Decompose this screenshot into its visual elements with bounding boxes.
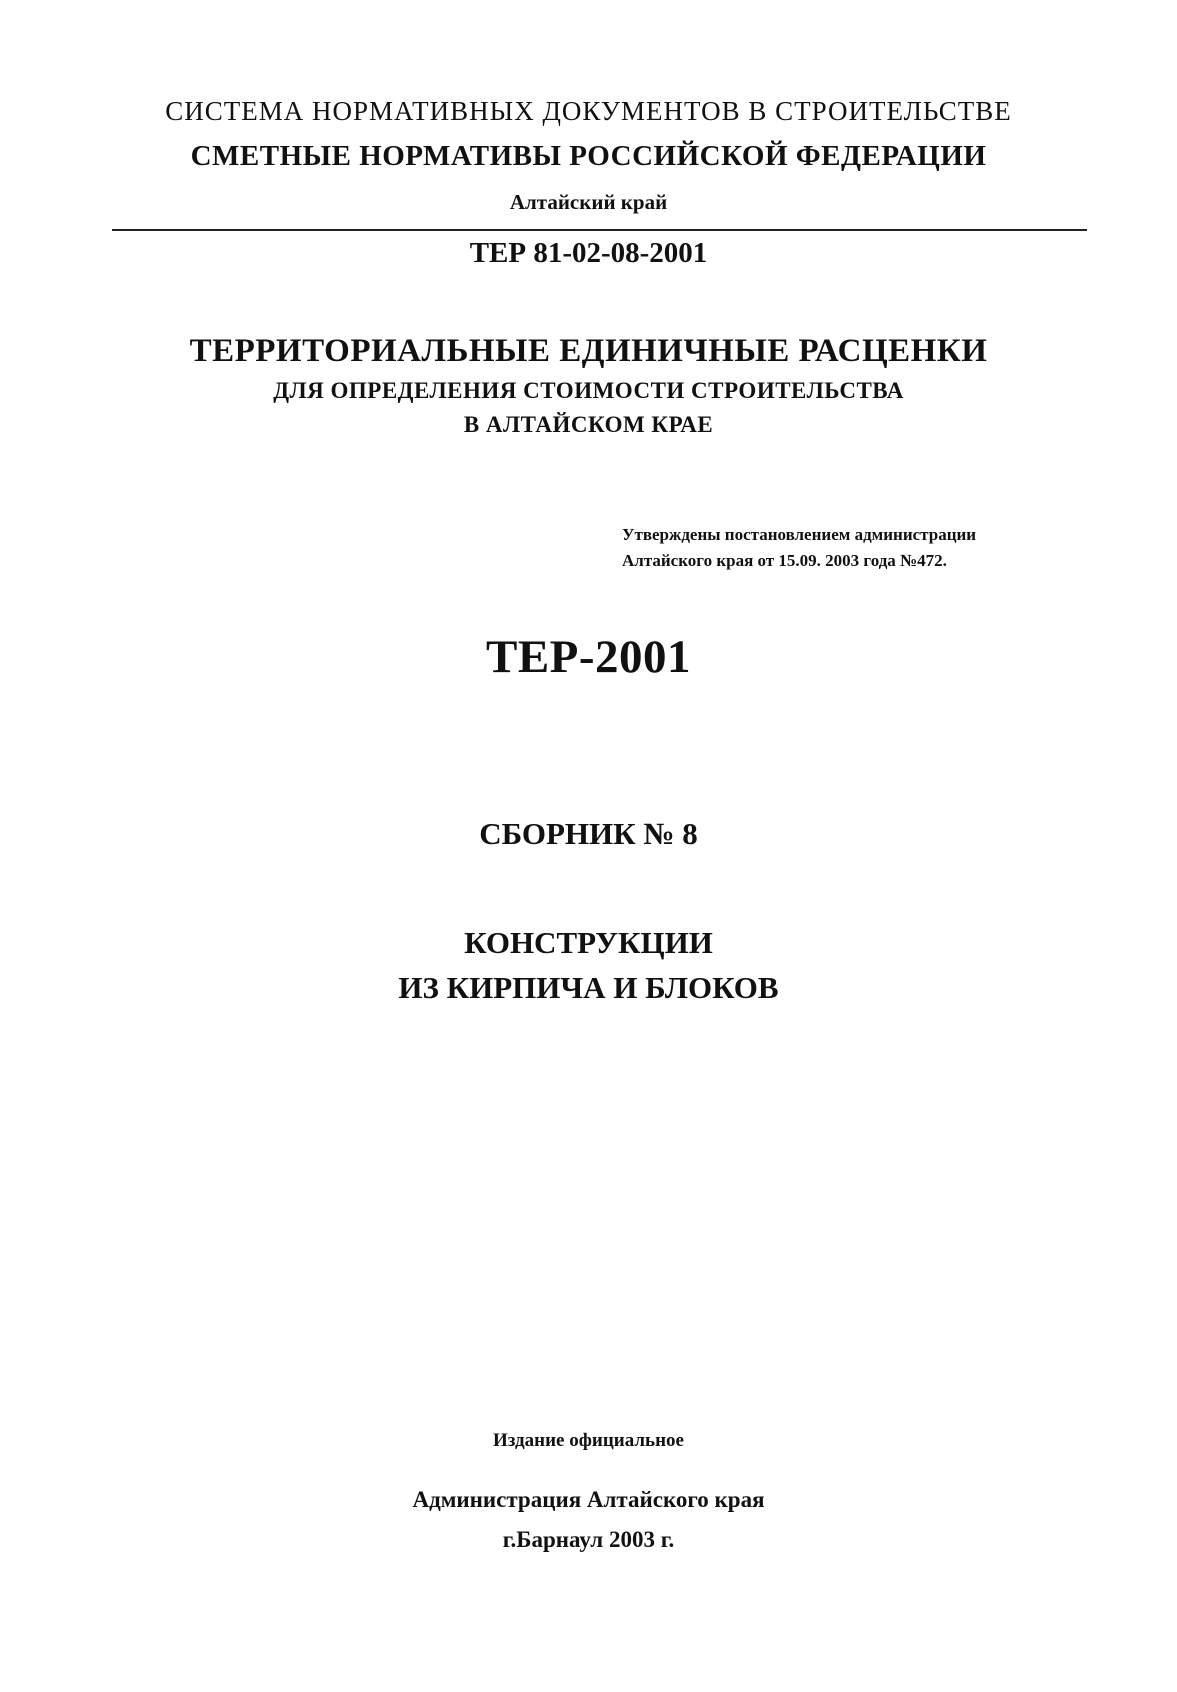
document-series: СИСТЕМА НОРМАТИВНЫХ ДОКУМЕНТОВ В СТРОИТЕЛЬСТВЕ: [165, 96, 1012, 126]
approval-line-1: Утверждены постановлением администрации: [622, 525, 977, 544]
header-divider: [112, 229, 1087, 231]
region-name: Алтайский край: [509, 190, 668, 214]
title-line-2: ДЛЯ ОПРЕДЕЛЕНИЯ СТОИМОСТИ СТРОИТЕЛЬСТВА: [273, 378, 904, 403]
topic-line-1: КОНСТРУКЦИИ: [464, 925, 713, 960]
estimates-heading: СМЕТНЫЕ НОРМАТИВЫ РОССИЙСКОЙ ФЕДЕРАЦИИ: [190, 140, 987, 172]
document-title: ТЕРРИТОРИАЛЬНЫЕ ЕДИНИЧНЫЕ РАСЦЕНКИ: [189, 333, 988, 369]
place-and-year: г.Барнаул 2003 г.: [502, 1527, 675, 1552]
topic-line-2: ИЗ КИРПИЧА И БЛОКОВ: [398, 970, 779, 1005]
document-code: ТЕР 81-02-08-2001: [469, 237, 708, 269]
approval-note: [622, 522, 976, 574]
collection-number: СБОРНИК № 8: [479, 816, 698, 851]
approval-line-2: Алтайского края от 15.09. 2003 года №472.: [622, 551, 947, 570]
edition-note: Издание официальное: [492, 1430, 684, 1451]
publisher: Администрация Алтайского края: [412, 1487, 765, 1512]
title-line-3: В АЛТАЙСКОМ КРАЕ: [463, 412, 714, 437]
ter-label: ТЕР-2001: [485, 631, 692, 683]
